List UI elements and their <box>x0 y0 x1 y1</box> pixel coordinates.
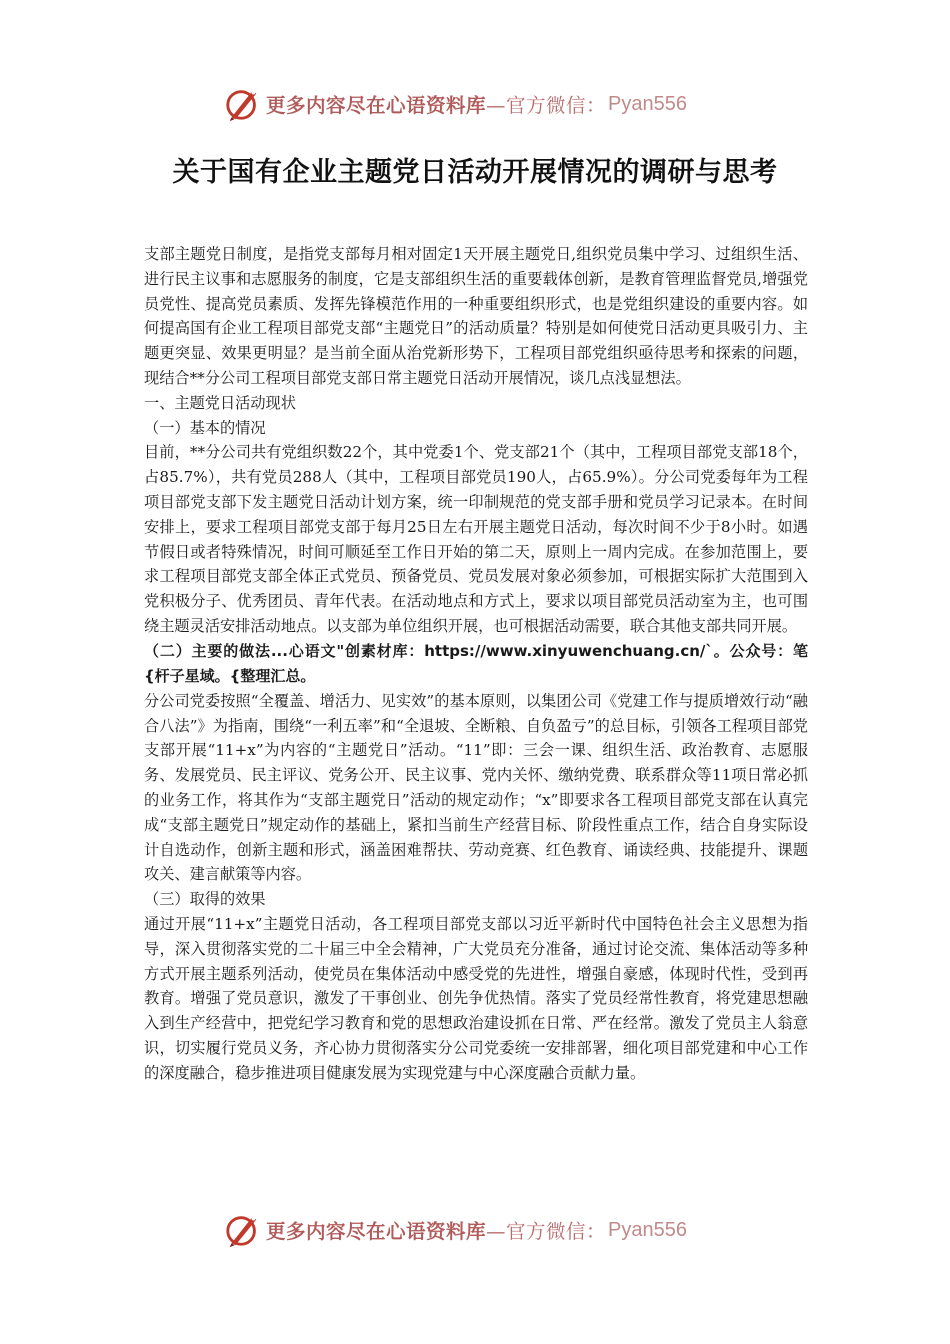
subsection-heading-3: （三）取得的效果 <box>144 890 266 909</box>
banner-slogan: 更多内容尽在心语资料库—官方微信： <box>266 94 607 117</box>
effect-paragraph: 通过开展“11+x”主题党日活动，各工程项目部党支部以习近平新时代中国特色社会主义思想为指导，深入贯彻落实党的二十届三中全会精神，广大党员充分准备，通过讨论交流、集体活动等多种方式开展主题系列活动，使党员在集体活动中感受党的先进性，增强自豪感，体现时代性，受到再教育。增强了党员意识，激发了干事创业、创先争优热情。落实了党员经常性教育，将党建思想融入到生产经营中，把党纪学习教育和党的思想政治建设抓在日常、严在经常。激发了党员主人翁意识，切实履行党员义务，齐心协力贯彻落实分公司党委统一安排部署，细化项目部党建和中心工作的深度融合，稳步推进项目健康发展为实现党建与中心深度融合贡献力量。 <box>144 914 808 1082</box>
subsection-heading-1: （一）基本的情况 <box>144 418 266 437</box>
banner-wechat-id: Pyan556 <box>608 1218 687 1241</box>
banner-slogan: 更多内容尽在心语资料库—官方微信： <box>266 1220 607 1243</box>
document-body <box>144 242 808 1086</box>
pen-logo-icon <box>224 1211 262 1249</box>
intro-paragraph: 支部主题党日制度，是指党支部每月相对固定1天开展主题党日,组织党员集中学习、过组织生活、进行民主议事和志愿服务的制度，它是支部组织生活的重要载体创新，是教育管理监督党员,增强党员党性、提高党员素质、发挥先锋模范作用的一种重要组织形式，也是党组织建设的重要内容。如何提高国有企业工程项目部党支部“主题党日”的活动质量？特别是如何使党日活动更具吸引力、主题更突显、效果更明显？是当前全面从治党新形势下，工程项目部党组织亟待思考和探索的问题，现结合**分公司工程项目部党支部日常主题党日活动开展情况，谈几点浅显想法。 <box>144 245 808 387</box>
section-heading-1: 一、主题党日活动现状 <box>144 393 296 412</box>
basic-situation-paragraph: 目前，**分公司共有党组织数22个，其中党委1个、党支部21个（其中，工程项目部党支部18个，占85.7%），共有党员288人（其中，工程项目部党员190人，占65.9%）。分公司党委每年为工程项目部党支部下发主题党日活动计划方案，统一印制规范的党支部手册和党员学习记录本。在时间安排上，要求工程项目部党支部于每月25日左右开展主题党日活动，每次时间不少于8小时。如遇节假日或者特殊情况，时间可顺延至工作日开始的第二天，原则上一周内完成。在参加范围上，要求工程项目部党支部全体正式党员、预备党员、党员发展对象必须参加，可根据实际扩大范围到入党积极分子、优秀团员、青年代表。在活动地点和方式上，要求以项目部党员活动室为主，也可围绕主题灵活安排活动地点。以支部为单位组织开展，也可根据活动需要，联合其他支部共同开展。 <box>144 443 808 635</box>
footer-banner <box>224 1210 687 1250</box>
banner-wechat-id: Pyan556 <box>608 92 687 115</box>
header-banner <box>224 84 687 124</box>
subsection-heading-2: （二）主要的做法...心语文"创素材库：https://www.xinyuwenchuang.cn/`。公众号：笔{杆子星域。{整理汇总。 <box>144 641 808 685</box>
document-title: 关于国有企业主题党日活动开展情况的调研与思考 <box>172 157 778 188</box>
pen-logo-icon <box>224 85 262 123</box>
main-practice-paragraph: 分公司党委按照“全覆盖、增活力、见实效”的基本原则，以集团公司《党建工作与提质增效行动“融合八法”》为指南，围绕“一利五率”和“全退坡、全断粮、自负盈亏”的总目标，引领各工程项目部党支部开展“11+x”为内容的“主题党日”活动。“11”即：三会一课、组织生活、政治教育、志愿服务、发展党员、民主评议、党务公开、民主议事、党内关怀、缴纳党费、联系群众等11项日常必抓的业务工作，将其作为“支部主题党日”活动的规定动作；“x”即要求各工程项目部党支部在认真完成“支部主题党日”规定动作的基础上，紧扣当前生产经营目标、阶段性重点工作，结合自身实际设计自选动作，创新主题和形式，涵盖困难帮扶、劳动竞赛、红色教育、诵读经典、技能提升、课题攻关、建言献策等内容。 <box>144 691 808 884</box>
